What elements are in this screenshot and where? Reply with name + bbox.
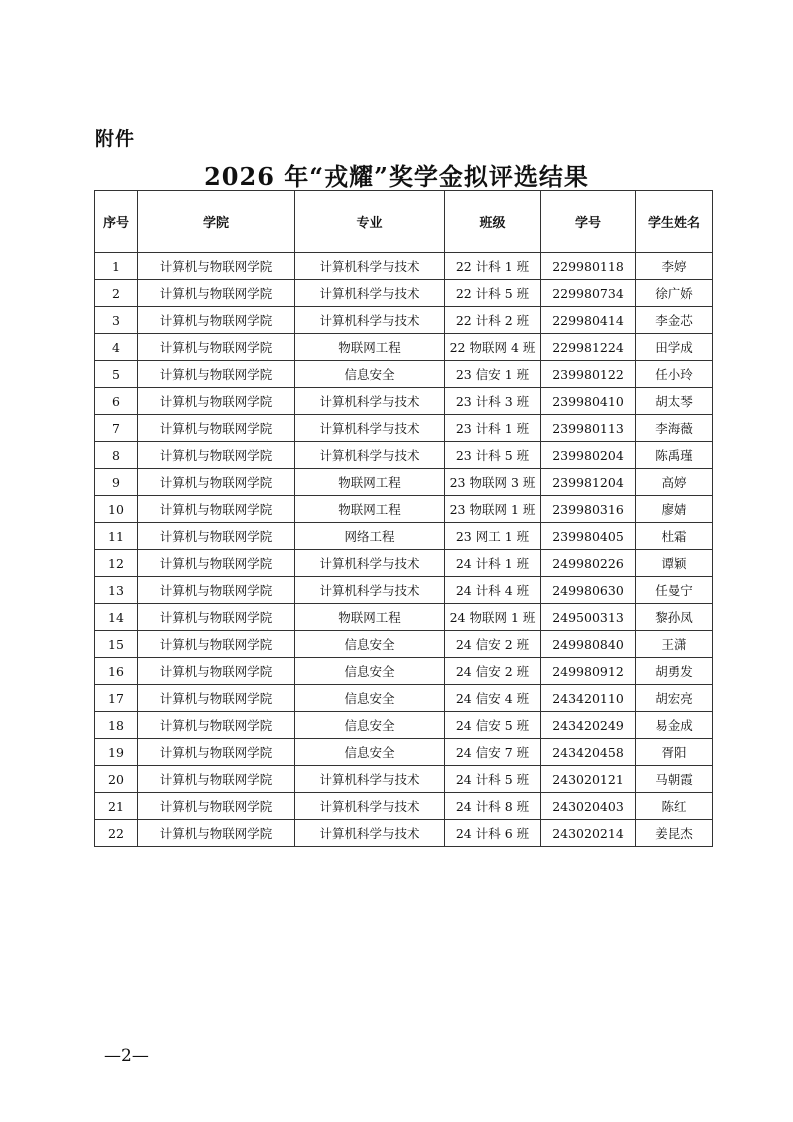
header-student-name: 学生姓名	[636, 191, 713, 253]
cell-student-id: 229980118	[541, 253, 636, 280]
cell-student-name: 任曼宁	[636, 577, 713, 604]
cell-college: 计算机与物联网学院	[138, 658, 295, 685]
cell-class: 23 计科 1 班	[445, 415, 541, 442]
cell-student-id: 239980316	[541, 496, 636, 523]
cell-major: 计算机科学与技术	[295, 388, 445, 415]
cell-index: 1	[95, 253, 138, 280]
table-row	[95, 658, 713, 685]
cell-college: 计算机与物联网学院	[138, 739, 295, 766]
cell-student-id: 239981204	[541, 469, 636, 496]
cell-major: 计算机科学与技术	[295, 793, 445, 820]
table-row	[95, 388, 713, 415]
table-row	[95, 739, 713, 766]
cell-student-name: 田学成	[636, 334, 713, 361]
cell-student-id: 249980840	[541, 631, 636, 658]
cell-major: 物联网工程	[295, 496, 445, 523]
cell-index: 12	[95, 550, 138, 577]
table-row	[95, 496, 713, 523]
cell-student-id: 243020121	[541, 766, 636, 793]
header-major: 专业	[295, 191, 445, 253]
table-row	[95, 523, 713, 550]
cell-class: 23 物联网 1 班	[445, 496, 541, 523]
table-row	[95, 253, 713, 280]
cell-class: 23 计科 3 班	[445, 388, 541, 415]
cell-major: 信息安全	[295, 631, 445, 658]
cell-class: 24 信安 2 班	[445, 658, 541, 685]
cell-student-id: 239980204	[541, 442, 636, 469]
cell-major: 网络工程	[295, 523, 445, 550]
cell-major: 物联网工程	[295, 469, 445, 496]
attachment-label: 附件	[95, 128, 136, 150]
cell-student-name: 任小玲	[636, 361, 713, 388]
cell-college: 计算机与物联网学院	[138, 685, 295, 712]
cell-college: 计算机与物联网学院	[138, 577, 295, 604]
cell-student-name: 廖婧	[636, 496, 713, 523]
cell-major: 计算机科学与技术	[295, 442, 445, 469]
table-body	[95, 253, 713, 847]
cell-major: 信息安全	[295, 361, 445, 388]
cell-student-name: 李海薇	[636, 415, 713, 442]
cell-index: 18	[95, 712, 138, 739]
results-table	[94, 190, 713, 847]
cell-class: 23 计科 5 班	[445, 442, 541, 469]
table-row	[95, 334, 713, 361]
table-row	[95, 604, 713, 631]
cell-student-id: 249980912	[541, 658, 636, 685]
cell-index: 11	[95, 523, 138, 550]
cell-student-id: 243420110	[541, 685, 636, 712]
cell-college: 计算机与物联网学院	[138, 307, 295, 334]
cell-major: 计算机科学与技术	[295, 415, 445, 442]
cell-student-name: 马朝霞	[636, 766, 713, 793]
table-header-row	[95, 191, 713, 253]
table-row	[95, 442, 713, 469]
cell-college: 计算机与物联网学院	[138, 631, 295, 658]
cell-index: 19	[95, 739, 138, 766]
cell-student-id: 229980414	[541, 307, 636, 334]
cell-class: 22 计科 1 班	[445, 253, 541, 280]
cell-index: 3	[95, 307, 138, 334]
cell-student-id: 239980410	[541, 388, 636, 415]
table-row	[95, 361, 713, 388]
table-row	[95, 469, 713, 496]
table-row	[95, 280, 713, 307]
cell-index: 20	[95, 766, 138, 793]
cell-major: 信息安全	[295, 739, 445, 766]
cell-student-id: 249500313	[541, 604, 636, 631]
cell-major: 计算机科学与技术	[295, 280, 445, 307]
cell-student-name: 胥阳	[636, 739, 713, 766]
cell-student-name: 谭颖	[636, 550, 713, 577]
cell-college: 计算机与物联网学院	[138, 415, 295, 442]
cell-college: 计算机与物联网学院	[138, 496, 295, 523]
cell-class: 23 信安 1 班	[445, 361, 541, 388]
header-class: 班级	[445, 191, 541, 253]
table-row	[95, 766, 713, 793]
cell-student-id: 239980122	[541, 361, 636, 388]
cell-student-id: 249980226	[541, 550, 636, 577]
cell-college: 计算机与物联网学院	[138, 253, 295, 280]
cell-college: 计算机与物联网学院	[138, 766, 295, 793]
cell-index: 10	[95, 496, 138, 523]
cell-college: 计算机与物联网学院	[138, 388, 295, 415]
cell-index: 6	[95, 388, 138, 415]
table-row	[95, 793, 713, 820]
cell-student-id: 243020403	[541, 793, 636, 820]
cell-class: 24 计科 8 班	[445, 793, 541, 820]
cell-student-name: 胡宏亮	[636, 685, 713, 712]
cell-major: 物联网工程	[295, 334, 445, 361]
document-title: 2026 年“戎耀”奖学金拟评选结果	[204, 162, 589, 191]
cell-index: 14	[95, 604, 138, 631]
cell-college: 计算机与物联网学院	[138, 334, 295, 361]
table-row	[95, 577, 713, 604]
cell-student-name: 李婷	[636, 253, 713, 280]
cell-class: 24 计科 6 班	[445, 820, 541, 847]
cell-index: 16	[95, 658, 138, 685]
cell-student-name: 杜霜	[636, 523, 713, 550]
cell-college: 计算机与物联网学院	[138, 442, 295, 469]
cell-student-name: 胡太琴	[636, 388, 713, 415]
cell-student-name: 高婷	[636, 469, 713, 496]
cell-college: 计算机与物联网学院	[138, 793, 295, 820]
cell-class: 22 物联网 4 班	[445, 334, 541, 361]
cell-class: 24 计科 1 班	[445, 550, 541, 577]
cell-student-name: 易金成	[636, 712, 713, 739]
cell-major: 计算机科学与技术	[295, 820, 445, 847]
cell-index: 15	[95, 631, 138, 658]
cell-major: 信息安全	[295, 658, 445, 685]
cell-index: 22	[95, 820, 138, 847]
cell-student-id: 243020214	[541, 820, 636, 847]
table-row	[95, 712, 713, 739]
table-row	[95, 307, 713, 334]
cell-index: 7	[95, 415, 138, 442]
cell-student-name: 姜昆杰	[636, 820, 713, 847]
cell-class: 24 信安 5 班	[445, 712, 541, 739]
cell-student-name: 王潇	[636, 631, 713, 658]
cell-index: 21	[95, 793, 138, 820]
cell-college: 计算机与物联网学院	[138, 280, 295, 307]
table-row	[95, 631, 713, 658]
cell-student-id: 249980630	[541, 577, 636, 604]
cell-major: 计算机科学与技术	[295, 577, 445, 604]
cell-major: 计算机科学与技术	[295, 766, 445, 793]
cell-college: 计算机与物联网学院	[138, 604, 295, 631]
table-row	[95, 415, 713, 442]
cell-student-name: 陈禹瑾	[636, 442, 713, 469]
cell-index: 13	[95, 577, 138, 604]
cell-class: 24 信安 4 班	[445, 685, 541, 712]
cell-student-id: 239980405	[541, 523, 636, 550]
cell-class: 24 信安 7 班	[445, 739, 541, 766]
cell-college: 计算机与物联网学院	[138, 361, 295, 388]
cell-student-id: 239980113	[541, 415, 636, 442]
cell-index: 8	[95, 442, 138, 469]
cell-class: 24 计科 5 班	[445, 766, 541, 793]
cell-student-name: 李金芯	[636, 307, 713, 334]
cell-student-name: 胡勇发	[636, 658, 713, 685]
cell-index: 4	[95, 334, 138, 361]
header-student-id: 学号	[541, 191, 636, 253]
cell-major: 信息安全	[295, 685, 445, 712]
cell-major: 物联网工程	[295, 604, 445, 631]
cell-index: 5	[95, 361, 138, 388]
cell-major: 计算机科学与技术	[295, 307, 445, 334]
cell-student-name: 黎孙凤	[636, 604, 713, 631]
cell-index: 9	[95, 469, 138, 496]
header-index: 序号	[95, 191, 138, 253]
cell-college: 计算机与物联网学院	[138, 550, 295, 577]
cell-college: 计算机与物联网学院	[138, 469, 295, 496]
cell-student-id: 243420458	[541, 739, 636, 766]
cell-student-name: 陈红	[636, 793, 713, 820]
cell-college: 计算机与物联网学院	[138, 820, 295, 847]
page-number: —2—	[104, 1046, 149, 1066]
cell-student-id: 229981224	[541, 334, 636, 361]
cell-college: 计算机与物联网学院	[138, 712, 295, 739]
cell-student-id: 229980734	[541, 280, 636, 307]
table-row	[95, 820, 713, 847]
cell-index: 2	[95, 280, 138, 307]
cell-class: 23 物联网 3 班	[445, 469, 541, 496]
cell-class: 22 计科 2 班	[445, 307, 541, 334]
table-row	[95, 685, 713, 712]
cell-major: 计算机科学与技术	[295, 550, 445, 577]
cell-index: 17	[95, 685, 138, 712]
cell-class: 22 计科 5 班	[445, 280, 541, 307]
cell-student-name: 徐广娇	[636, 280, 713, 307]
header-college: 学院	[138, 191, 295, 253]
cell-college: 计算机与物联网学院	[138, 523, 295, 550]
table-row	[95, 550, 713, 577]
cell-class: 24 物联网 1 班	[445, 604, 541, 631]
cell-major: 计算机科学与技术	[295, 253, 445, 280]
cell-class: 23 网工 1 班	[445, 523, 541, 550]
cell-class: 24 信安 2 班	[445, 631, 541, 658]
cell-class: 24 计科 4 班	[445, 577, 541, 604]
cell-student-id: 243420249	[541, 712, 636, 739]
cell-major: 信息安全	[295, 712, 445, 739]
